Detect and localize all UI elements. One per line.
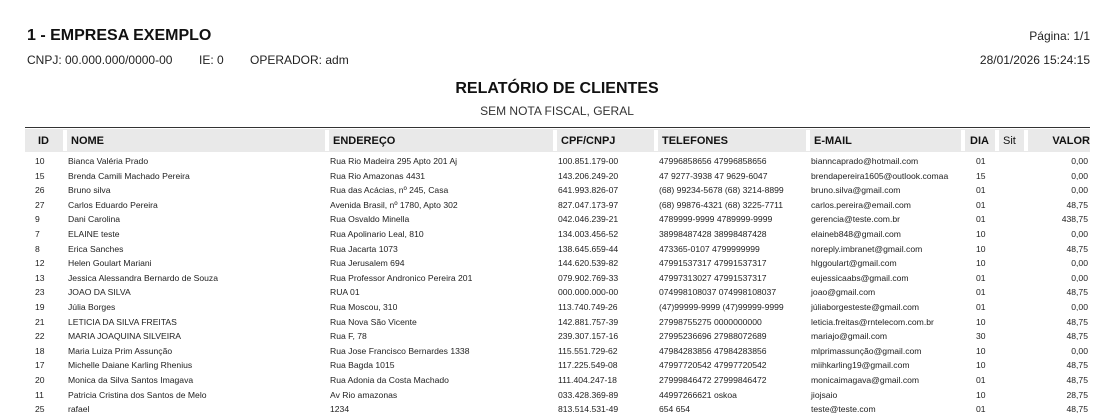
cell-phones: (68) 99876-4321 (68) 3225-7711 — [659, 199, 784, 210]
table-row — [25, 315, 1090, 330]
cell-day: 10 — [976, 345, 986, 356]
cell-document: 142.881.757-39 — [558, 316, 619, 327]
cell-value: 48,75 — [1066, 404, 1088, 415]
column-divider — [63, 130, 67, 151]
cell-id: 11 — [35, 389, 44, 400]
cell-address: Avenida Brasil, nº 1780, Apto 302 — [330, 199, 458, 210]
table-row — [25, 227, 1090, 242]
table-row — [25, 300, 1090, 315]
table-row — [25, 183, 1090, 198]
column-divider — [995, 130, 999, 151]
cell-id: 27 — [35, 199, 45, 210]
cell-address: Rua Rio Amazonas 4431 — [330, 170, 426, 181]
cell-value: 48,75 — [1066, 199, 1088, 210]
cell-id: 19 — [35, 301, 45, 312]
cell-day: 01 — [976, 301, 986, 312]
table-row — [25, 212, 1090, 227]
cell-value: 0,00 — [1071, 170, 1088, 181]
cell-email: júliaborgesteste@gmail.com — [811, 301, 920, 312]
cell-name: LETICIA DA SILVA FREITAS — [68, 316, 177, 327]
cell-document: 138.645.659-44 — [558, 243, 619, 254]
cell-email: joao@gmail.com — [811, 287, 876, 298]
cell-document: 813.514.531-49 — [558, 404, 619, 415]
cell-email: eujessicaabs@gmail.com — [811, 272, 909, 283]
cell-address: Rua Osvaldo Minella — [330, 214, 410, 225]
cell-value: 48,75 — [1066, 374, 1088, 385]
column-divider — [961, 130, 965, 151]
table-header — [25, 127, 1090, 153]
cell-value: 0,00 — [1071, 228, 1088, 239]
cell-id: 10 — [35, 156, 45, 166]
table-row — [25, 285, 1090, 300]
cell-document: 042.046.239-21 — [558, 214, 619, 225]
table-row — [25, 344, 1090, 359]
cell-document: 113.740.749-26 — [558, 301, 618, 312]
cell-phones: 654 654 — [659, 404, 691, 415]
cell-email: miihkarling19@gmail.com — [811, 360, 910, 371]
cell-day: 10 — [976, 243, 986, 254]
cell-address: Rua F, 78 — [330, 331, 367, 342]
cell-email: mlprimassunção@gmail.com — [811, 345, 922, 356]
cell-value: 48,75 — [1066, 331, 1088, 342]
cell-phones: 074998108037 074998108037 — [659, 287, 777, 298]
column-header-day: DIA — [970, 135, 989, 147]
cell-phones: 27995236696 27988072689 — [659, 331, 767, 342]
cell-document: 115.551.729-62 — [558, 345, 618, 356]
cell-email: leticia.freitas@rntelecom.com.br — [811, 316, 934, 327]
cell-day: 10 — [976, 316, 986, 327]
cell-document: 033.428.369-89 — [558, 389, 619, 400]
cell-address: Rua Professor Andronico Pereira 201 — [330, 272, 473, 283]
cell-id: 7 — [35, 228, 40, 239]
cell-name: Jessica Alessandra Bernardo de Souza — [68, 272, 219, 283]
cell-day: 01 — [976, 374, 986, 385]
cell-name: Brenda Camili Machado Pereira — [68, 170, 190, 181]
company-name: 1 - EMPRESA EXEMPLO — [27, 27, 212, 44]
cell-email: jiojsaio — [811, 389, 838, 400]
cell-day: 01 — [976, 272, 986, 283]
cell-value: 0,00 — [1071, 301, 1088, 312]
cell-day: 01 — [976, 214, 986, 225]
cell-id: 13 — [35, 272, 45, 283]
cell-name: Carlos Eduardo Pereira — [68, 199, 158, 210]
table-row — [25, 358, 1090, 373]
cell-address: 1234 — [330, 404, 350, 415]
table-row — [25, 373, 1090, 388]
cell-value: 0,00 — [1071, 272, 1088, 283]
cell-name: JOAO DA SILVA — [68, 287, 131, 298]
column-divider — [325, 130, 329, 151]
cell-email: gerencia@teste.com.br — [811, 214, 900, 225]
cell-phones: (47)99999-9999 (47)99999-9999 — [659, 301, 784, 312]
column-header-id: ID — [38, 135, 49, 147]
cell-id: 25 — [35, 404, 45, 415]
cell-document: 239.307.157-16 — [558, 331, 619, 342]
cell-id: 17 — [35, 360, 45, 371]
column-divider — [553, 130, 557, 151]
column-header-status: Sit — [1003, 135, 1016, 147]
cell-email: bruno.silva@gmail.com — [811, 185, 901, 196]
cell-day: 10 — [976, 228, 986, 239]
cell-document: 134.003.456-52 — [558, 228, 619, 239]
column-header-email: E-MAIL — [814, 135, 852, 147]
cell-phones: 27998755275 0000000000 — [659, 316, 762, 327]
report-datetime: 28/01/2026 15:24:15 — [979, 53, 1090, 67]
cell-name: Maria Luiza Prim Assunção — [68, 345, 173, 356]
cell-phones: 44997266621 oskoa — [659, 389, 737, 400]
cell-id: 18 — [35, 345, 45, 356]
company-cnpj: CNPJ: 00.000.000/0000-00 — [27, 53, 173, 67]
cell-address: Rua Jacarta 1073 — [330, 243, 398, 254]
cell-day: 10 — [976, 360, 986, 371]
cell-address: Rua Apolinario Leal, 810 — [330, 228, 424, 239]
cell-value: 48,75 — [1066, 243, 1088, 254]
cell-email: brendapereira1605@outlook.comaa — [811, 170, 949, 181]
cell-document: 100.851.179-00 — [558, 156, 619, 166]
cell-phones: 473365-0107 4799999999 — [659, 243, 760, 254]
cell-day: 01 — [976, 287, 986, 298]
cell-name: Júlia Borges — [68, 301, 116, 312]
cell-value: 48,75 — [1066, 360, 1088, 371]
cell-email: elaineb848@gmail.com — [811, 228, 901, 239]
cell-phones: 47991537317 47991537317 — [659, 258, 767, 269]
cell-document: 111.404.247-18 — [558, 374, 617, 385]
report-title: RELATÓRIO DE CLIENTES — [455, 80, 659, 97]
clients-table-body — [25, 154, 1090, 417]
cell-phones: 47997720542 47997720542 — [659, 360, 767, 371]
cell-id: 26 — [35, 185, 45, 196]
cell-id: 23 — [35, 287, 45, 298]
cell-address: Av Rio amazonas — [330, 389, 398, 400]
cell-address: Rua Jose Francisco Bernardes 1338 — [330, 345, 470, 356]
cell-phones: 27999846472 27999846472 — [659, 374, 767, 385]
cell-name: Monica da Silva Santos Imagava — [68, 374, 194, 385]
cell-document: 079.902.769-33 — [558, 272, 619, 283]
cell-address: RUA 01 — [330, 287, 360, 298]
cell-name: Dani Carolina — [68, 214, 121, 225]
cell-phones: 47984283856 47984283856 — [659, 345, 767, 356]
cell-document: 143.206.249-20 — [558, 170, 619, 181]
cell-id: 9 — [35, 214, 40, 225]
cell-address: Rua Adonia da Costa Machado — [330, 374, 449, 385]
cell-name: ELAINE teste — [68, 228, 120, 239]
cell-name: Patricia Cristina dos Santos de Melo — [68, 389, 207, 400]
cell-id: 20 — [35, 374, 45, 385]
cell-document: 000.000.000-00 — [558, 287, 619, 298]
table-row — [25, 242, 1090, 257]
column-header-phones: TELEFONES — [662, 135, 729, 147]
cell-email: bianncaprado@hotmail.com — [811, 156, 919, 166]
cell-id: 21 — [35, 316, 45, 327]
column-header-name: NOME — [71, 135, 104, 147]
cell-address: Rua das Acácias, nº 245, Casa — [330, 185, 449, 196]
cell-phones: 4789999-9999 4789999-9999 — [659, 214, 773, 225]
column-header-value: VALOR — [1052, 135, 1090, 147]
cell-value: 438,75 — [1061, 214, 1088, 225]
cell-value: 0,00 — [1071, 345, 1088, 356]
column-header-document: CPF/CNPJ — [561, 135, 616, 147]
cell-email: hlggoulart@gmail.com — [811, 258, 897, 269]
cell-name: Helen Goulart Mariani — [68, 258, 152, 269]
table-row — [25, 169, 1090, 184]
column-divider — [806, 130, 810, 151]
cell-id: 12 — [35, 258, 45, 269]
cell-email: teste@teste.com — [811, 404, 876, 415]
cell-email: carlos.pereira@email.com — [811, 199, 911, 210]
table-row — [25, 198, 1090, 213]
cell-value: 48,75 — [1066, 316, 1088, 327]
cell-address: Rua Rio Madeira 295 Apto 201 Aj — [330, 156, 458, 166]
cell-address: Rua Nova São Vicente — [330, 316, 417, 327]
table-row — [25, 402, 1090, 417]
cell-address: Rua Bagda 1015 — [330, 360, 395, 371]
cell-day: 01 — [976, 156, 986, 166]
table-row — [25, 154, 1090, 169]
cell-day: 30 — [976, 331, 986, 342]
cell-phones: 47997313027 47991537317 — [659, 272, 767, 283]
cell-document: 144.620.539-82 — [558, 258, 619, 269]
company-ie: IE: 0 — [199, 53, 224, 67]
column-divider — [654, 130, 658, 151]
cell-value: 0,00 — [1071, 185, 1088, 196]
table-row — [25, 271, 1090, 286]
cell-day: 15 — [976, 170, 986, 181]
column-divider — [1024, 130, 1028, 151]
cell-id: 22 — [35, 331, 45, 342]
cell-day: 10 — [976, 258, 986, 269]
cell-value: 28,75 — [1066, 389, 1088, 400]
column-header-address: ENDEREÇO — [333, 135, 396, 147]
cell-document: 827.047.173-97 — [558, 199, 619, 210]
cell-value: 0,00 — [1071, 258, 1088, 269]
cell-address: Rua Jerusalem 694 — [330, 258, 405, 269]
cell-name: rafael — [68, 404, 90, 415]
cell-email: mariajo@gmail.com — [811, 331, 888, 342]
table-row — [25, 388, 1090, 403]
cell-phones: 38998487428 38998487428 — [659, 228, 767, 239]
cell-name: Bruno silva — [68, 185, 111, 196]
cell-day: 01 — [976, 185, 986, 196]
report-subtitle: SEM NOTA FISCAL, GERAL — [480, 104, 634, 118]
cell-value: 48,75 — [1066, 287, 1088, 298]
cell-phones: 47996858656 47996858656 — [659, 156, 767, 166]
cell-name: Erica Sanches — [68, 243, 124, 254]
table-row — [25, 256, 1090, 271]
cell-document: 117.225.549-08 — [558, 360, 618, 371]
cell-id: 8 — [35, 243, 40, 254]
cell-day: 10 — [976, 389, 986, 400]
cell-day: 01 — [976, 199, 986, 210]
cell-phones: 47 9277-3938 47 9629-6047 — [659, 170, 768, 181]
cell-email: noreply.imbranet@gmail.com — [811, 243, 923, 254]
cell-id: 15 — [35, 170, 45, 181]
cell-value: 0,00 — [1071, 156, 1088, 166]
table-row — [25, 329, 1090, 344]
cell-name: MARIA JOAQUINA SILVEIRA — [68, 331, 182, 342]
cell-document: 641.993.826-07 — [558, 185, 619, 196]
cell-day: 01 — [976, 404, 986, 415]
cell-phones: (68) 99234-5678 (68) 3214-8899 — [659, 185, 784, 196]
page-number: Página: 1/1 — [1029, 29, 1090, 43]
operator: OPERADOR: adm — [250, 53, 349, 67]
cell-email: monicaimagava@gmail.com — [811, 374, 920, 385]
cell-name: Bianca Valéria Prado — [68, 156, 149, 166]
table-header-background — [25, 129, 1090, 152]
cell-address: Rua Moscou, 310 — [330, 301, 398, 312]
cell-name: Michelle Daiane Karling Rhenius — [68, 360, 193, 371]
